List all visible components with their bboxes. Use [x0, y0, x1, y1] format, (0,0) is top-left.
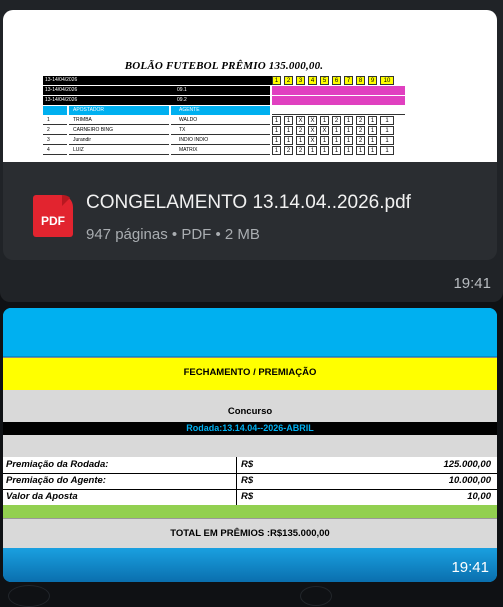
preview-number: 5 [320, 76, 329, 85]
preview-pick: 1 [380, 136, 394, 145]
preview-pick: 1 [296, 136, 305, 145]
pdf-icon-label: PDF [41, 214, 65, 228]
preview-pick: 1 [284, 126, 293, 135]
preview-pick: 2 [296, 146, 305, 155]
prize-table [3, 457, 497, 505]
image-top-band [3, 308, 497, 357]
document-card[interactable] [3, 10, 497, 260]
prize-currency: R$ [241, 459, 254, 470]
total-prizes: TOTAL EM PRÊMIOS :R$135.000,00 [3, 518, 497, 549]
preview-pick: 1 [332, 126, 341, 135]
pdf-file-icon [33, 195, 73, 237]
preview-date: 13-14/04/2026 [43, 86, 165, 95]
message-bubble-pdf[interactable] [0, 0, 503, 302]
concurso-label: Concurso [227, 406, 273, 417]
preview-row-agent: WALDO [171, 116, 270, 125]
preview-pick: X [308, 116, 317, 125]
preview-pick: X [320, 126, 329, 135]
preview-sheet-title: BOLÃO FUTEBOL PRÊMIO 135.000,00. [124, 60, 324, 72]
preview-row [43, 146, 405, 155]
preview-pick: 1 [284, 136, 293, 145]
prize-row [3, 457, 497, 474]
preview-pick: 2 [356, 116, 365, 125]
preview-pick: 1 [380, 116, 394, 125]
file-info-row[interactable] [3, 162, 497, 260]
preview-row [43, 116, 405, 125]
file-meta: 947 páginas • PDF • 2 MB [86, 226, 260, 243]
prize-value: 125.000,00 [443, 459, 491, 470]
preview-pick: 1 [332, 146, 341, 155]
preview-row-agent: MATRIX [171, 146, 270, 155]
preview-row-name: LUIZ [69, 146, 169, 155]
preview-col-blank [272, 106, 405, 115]
preview-number: 1 [272, 76, 281, 85]
prize-label: Valor da Aposta [6, 491, 78, 502]
preview-teams-strip [272, 86, 405, 95]
prize-value: 10,00 [467, 491, 491, 502]
preview-pick: 1 [344, 136, 353, 145]
preview-pick: 1 [368, 116, 377, 125]
preview-date: 13-14/04/2026 [43, 96, 165, 105]
preview-pick: 1 [356, 146, 365, 155]
preview-row [43, 126, 405, 135]
image-gray-band [3, 435, 497, 457]
prize-currency: R$ [241, 475, 254, 486]
preview-date: 13-14/04/2026 [43, 76, 272, 85]
preview-col-agente: AGENTE [171, 106, 270, 115]
prize-row [3, 473, 497, 490]
prize-label: Premiação da Rodada: [6, 459, 109, 470]
image-green-band [3, 505, 497, 518]
preview-number: 9 [368, 76, 377, 85]
message-bubble-image[interactable] [3, 308, 497, 582]
preview-pick: 1 [320, 116, 329, 125]
prize-currency: R$ [241, 491, 254, 502]
wallpaper-doodle [8, 585, 50, 607]
preview-row-name: Jurandir [69, 136, 169, 145]
preview-code: 09.2 [165, 96, 270, 105]
preview-pick: 1 [272, 116, 281, 125]
document-preview[interactable] [3, 10, 497, 162]
preview-number: 7 [344, 76, 353, 85]
prize-label: Premiação do Agente: [6, 475, 106, 486]
preview-pick: 1 [320, 146, 329, 155]
preview-pick: 1 [332, 136, 341, 145]
file-name: CONGELAMENTO 13.14.04..2026.pdf [86, 192, 411, 213]
preview-pick: 2 [332, 116, 341, 125]
preview-pick: 1 [320, 136, 329, 145]
preview-pick: 1 [380, 126, 394, 135]
preview-header-row [43, 76, 405, 85]
preview-pick: X [308, 136, 317, 145]
prize-value: 10.000,00 [448, 475, 491, 486]
preview-row-agent: INDIO INDIO [171, 136, 270, 145]
preview-pick: 1 [272, 136, 281, 145]
preview-row-number: 2 [43, 126, 67, 135]
preview-pick: 2 [356, 126, 365, 135]
preview-number: 8 [356, 76, 365, 85]
preview-pick: 2 [284, 146, 293, 155]
message-time: 19:41 [451, 559, 489, 576]
preview-row-number: 1 [43, 116, 67, 125]
preview-header-row [43, 86, 405, 95]
table-divider [236, 457, 237, 505]
image-bottom-band [3, 548, 497, 582]
preview-pick: X [308, 126, 317, 135]
preview-pick: 1 [272, 126, 281, 135]
preview-column-header [43, 106, 405, 115]
preview-number: 3 [296, 76, 305, 85]
preview-code: 09.1 [165, 86, 270, 95]
preview-number: 6 [332, 76, 341, 85]
preview-row-name: TRIMBA [69, 116, 169, 125]
preview-pick: 2 [296, 126, 305, 135]
preview-pick: 1 [284, 116, 293, 125]
preview-row-number: 4 [43, 146, 67, 155]
preview-teams-strip [272, 96, 405, 105]
preview-pick: 1 [344, 146, 353, 155]
preview-pick: 1 [344, 126, 353, 135]
preview-number: 4 [308, 76, 317, 85]
preview-col-apostador: APOSTADOR [69, 106, 169, 115]
rodada-label: Rodada:13.14.04--2026-ABRIL [3, 422, 497, 435]
preview-number-strip [272, 76, 405, 85]
preview-row-number: 3 [43, 136, 67, 145]
preview-col-blank [43, 106, 67, 115]
wallpaper-doodle [300, 586, 332, 606]
preview-row-name: CARNEIRO BING [69, 126, 169, 135]
preview-row [43, 136, 405, 145]
preview-header-row [43, 96, 405, 105]
preview-pick: 1 [344, 116, 353, 125]
preview-number: 2 [284, 76, 293, 85]
preview-pick: 1 [368, 146, 377, 155]
preview-number: 10 [380, 76, 394, 85]
preview-pick: X [296, 116, 305, 125]
preview-pick: 1 [380, 146, 394, 155]
prize-row [3, 489, 497, 506]
preview-pick: 1 [272, 146, 281, 155]
preview-pick: 1 [308, 146, 317, 155]
message-time: 19:41 [453, 275, 491, 292]
preview-pick: 1 [368, 136, 377, 145]
preview-row-agent: TX [171, 126, 270, 135]
preview-pick: 2 [356, 136, 365, 145]
preview-pick: 1 [368, 126, 377, 135]
image-header: FECHAMENTO / PREMIAÇÃO [3, 357, 497, 391]
